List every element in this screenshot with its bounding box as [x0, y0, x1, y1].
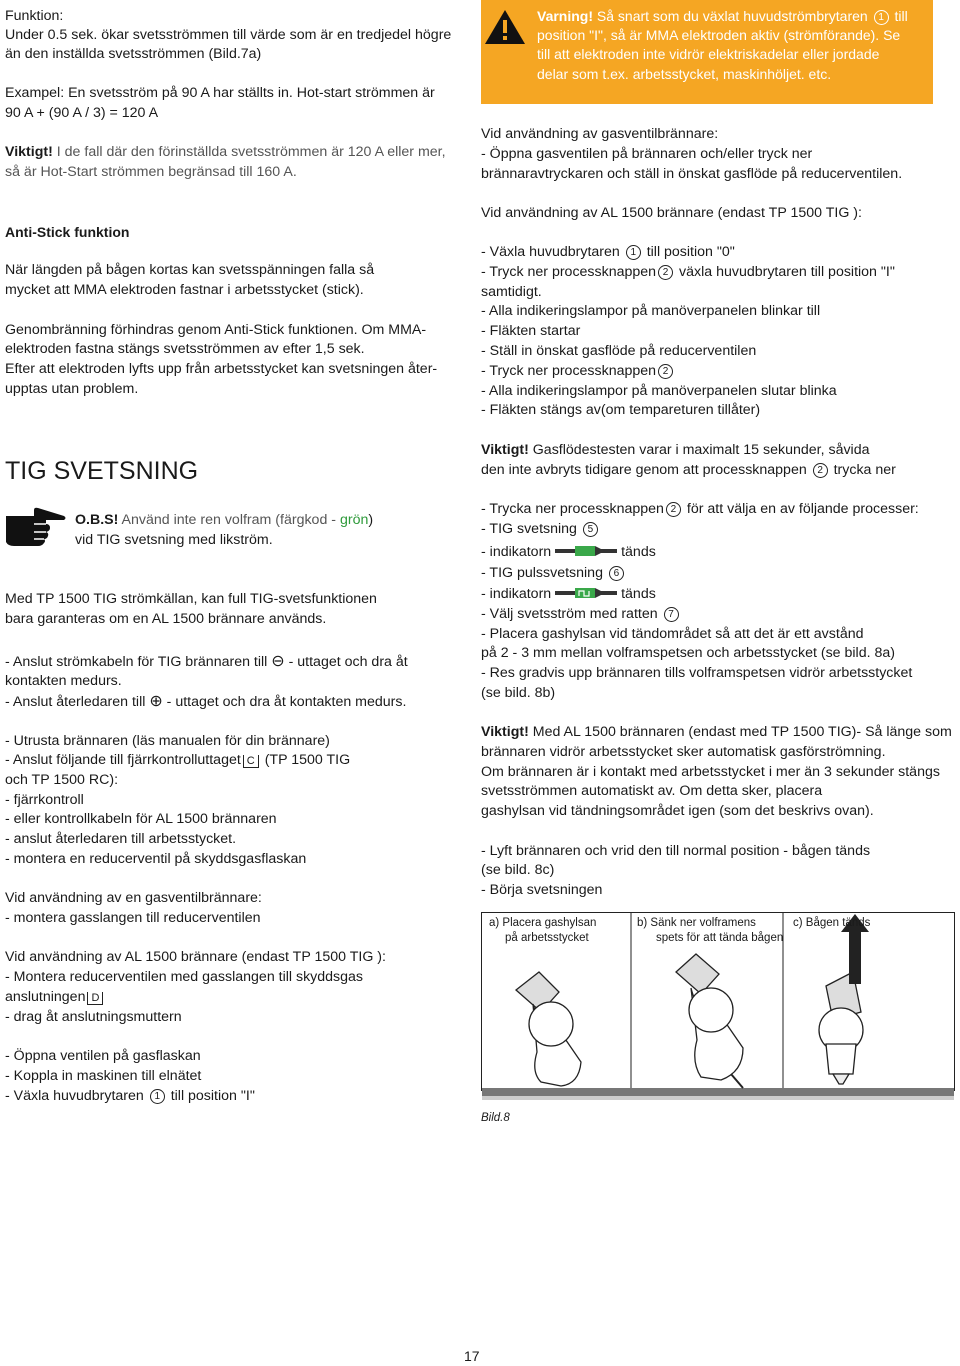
plus-circle-icon: ⊕	[149, 693, 163, 710]
socket-c-icon: C	[243, 755, 259, 768]
circle-1-icon: 1	[626, 245, 641, 260]
figure-8	[481, 912, 955, 1130]
list1-item	[5, 692, 406, 712]
example-text: Exampel: En svetsström på 90 A har ställts in. Hot-start strömmen är	[5, 85, 435, 101]
al-step-text: - Växla huvudbrytaren	[481, 244, 624, 260]
med-line-1: Med TP 1500 TIG strömkällan, kan full TIG-svetsfunktionen	[5, 591, 377, 607]
al-step	[481, 263, 895, 282]
lift-step: (se bild. 8c)	[481, 862, 555, 878]
antistick-p2-l2: elektroden fastna stängs svetsströmmen av efter 1,5 sek.	[5, 341, 365, 357]
proc-step: - Placera gashylsan vid tändområdet så att det är ett avstånd	[481, 626, 864, 642]
gas-line-1: - Öppna gasventilen på brännaren och/eller tryck ner	[481, 146, 813, 162]
proc-text: - Trycka ner processknappen	[481, 501, 664, 517]
proc-text: - TIG pulssvetsning	[481, 565, 607, 581]
figure-a-label: a) Placera gashylsan	[489, 917, 597, 929]
obs-line-2: vid TIG svetsning med likström.	[75, 532, 273, 548]
proc-text: - Välj svetsström med ratten	[481, 606, 662, 622]
obs-text: Använd inte ren volfram (färgkod -	[118, 512, 340, 528]
warning-text: Så snart som du växlat huvudströmbrytaren	[593, 8, 872, 24]
viktigt2-paragraph	[481, 441, 870, 460]
proc-step	[481, 500, 919, 519]
viktigt-text: I de fall där den förinställda svetsströmmen är 120 A eller mer,	[52, 144, 446, 160]
circle-6-icon: 6	[609, 566, 624, 581]
viktigt-paragraph	[5, 143, 446, 162]
al-step-tail: växla huvudbrytaren till position "I"	[675, 264, 895, 280]
figure-a-label-2: på arbetsstycket	[505, 932, 589, 944]
list2-text: - Anslut följande till fjärrkontrolluttaget	[5, 752, 241, 768]
warning-line-2: position "I", så är MMA elektroden aktiv (strömförande). Se	[537, 27, 901, 43]
final-item: - Öppna ventilen på gasflaskan	[5, 1048, 201, 1064]
med-line-2: bara garanteras om en AL 1500 brännare används.	[5, 611, 327, 627]
al-step: - Alla indikeringslampor på manöverpanelen slutar blinka	[481, 383, 837, 399]
tig-pulse-indicator-icon	[555, 587, 617, 599]
obs-close: )	[368, 512, 374, 528]
circle-7-icon: 7	[664, 607, 679, 622]
list1-item: kontakten medurs.	[5, 673, 122, 689]
viktigt3-text: Med AL 1500 brännaren (endast med TP 1500 TIG)- Så länge som	[528, 724, 952, 740]
circle-2-icon: 2	[658, 364, 673, 379]
list2-item: - anslut återledaren till arbetsstycket.	[5, 831, 237, 847]
list1-text-post: - uttaget och dra åt	[284, 654, 408, 670]
funktion-text: Under 0.5 sek. ökar svetsströmmen till värde som är en tredjedel högre	[5, 27, 452, 43]
warning-triangle-icon	[483, 8, 527, 46]
viktigt3-line: svetsströmmen automatiskt av. Om detta sker, placera	[481, 783, 823, 799]
proc-step	[481, 585, 656, 604]
circle-1-icon: 1	[150, 1089, 165, 1104]
al-item: - Montera reducerventilen med gasslangen till skyddsgas	[5, 969, 364, 985]
circle-5-icon: 5	[583, 522, 598, 537]
al-step: samtidigt.	[481, 284, 542, 300]
pointing-hand-icon	[4, 506, 68, 548]
viktigt3-line: brännaren vidrör arbetsstycket sker automatisk gasförströmning.	[481, 744, 886, 760]
list2-item: - montera en reducerventil på skyddsgasflaskan	[5, 851, 307, 867]
viktigt-label: Viktigt!	[5, 144, 53, 160]
antistick-p2-l3: Efter att elektroden lyfts upp från arbetsstycket kan svetsningen åter-	[5, 361, 438, 377]
viktigt3-label: Viktigt!	[481, 724, 529, 740]
viktigt3-paragraph	[481, 723, 952, 742]
figure-caption: Bild.8	[481, 1112, 510, 1124]
gas-valve-intro: Vid användning av en gasventilbrännare:	[5, 890, 262, 906]
proc-text: - indikatorn	[481, 586, 552, 602]
viktigt2-text-2: den inte avbryts tidigare genom att processknappen	[481, 462, 811, 478]
list1-text-post: - uttaget och dra åt kontakten medurs.	[162, 694, 407, 710]
proc-step	[481, 605, 681, 624]
obs-paragraph	[75, 511, 373, 530]
viktigt2-line-2	[481, 461, 896, 480]
proc-step	[481, 543, 656, 562]
list2-text-after: (TP 1500 TIG	[260, 752, 351, 768]
final-tail: till position "I"	[166, 1088, 255, 1104]
proc-step	[481, 520, 600, 539]
antistick-heading: Anti-Stick funktion	[5, 224, 130, 240]
final-item	[5, 1087, 255, 1106]
circle-2-icon: 2	[666, 502, 681, 517]
al-intro: Vid användning av AL 1500 brännare (endast TP 1500 TIG ):	[5, 949, 386, 965]
tig-heading: TIG SVETSNING	[5, 457, 199, 485]
antistick-p2-l1: Genombränning förhindras genom Anti-Stick funktionen. Om MMA-	[5, 322, 427, 338]
figure-c-label: c) Bågen tänds	[793, 917, 871, 929]
proc-step: på 2 - 3 mm mellan volframspetsen och arbetsstycket (se bild. 8a)	[481, 645, 895, 661]
list2-item	[5, 751, 350, 770]
gas-valve-item: - montera gasslangen till reducerventilen	[5, 910, 261, 926]
figure-b-label-2: spets för att tända bågen	[656, 932, 784, 944]
al-step: - Alla indikeringslampor på manöverpanelen blinkar till	[481, 303, 821, 319]
list1-text: - Anslut strömkabeln för TIG brännaren till	[5, 654, 272, 670]
antistick-p2-l4: upptas utan problem.	[5, 381, 139, 397]
gas-intro: Vid användning av gasventilbrännare:	[481, 126, 719, 142]
antistick-p1-l1: När längden på bågen kortas kan svetsspänningen falla så	[5, 262, 375, 278]
warning-box	[481, 0, 933, 104]
proc-text: - indikatorn	[481, 544, 552, 560]
al-text: anslutningen	[5, 989, 86, 1005]
list2-item: - fjärrkontroll	[5, 792, 84, 808]
warning-line-1	[537, 7, 908, 26]
al-item: - drag åt anslutningsmuttern	[5, 1009, 182, 1025]
al-step: - Ställ in önskat gasflöde på reducerventilen	[481, 343, 757, 359]
final-item: - Koppla in maskinen till elnätet	[5, 1068, 202, 1084]
figure-b-label: b) Sänk ner volframens	[637, 917, 756, 929]
minus-circle-icon: ⊖	[271, 653, 285, 670]
al-step-text: - Tryck ner processknappen	[481, 264, 657, 280]
viktigt2-tail: trycka ner	[829, 462, 896, 478]
gas-line-2: brännaravtryckaren och ställ in önskat gasflöde på reducerventilen.	[481, 166, 903, 182]
viktigt2-text: Gasflödestesten varar i maximalt 15 sekunder, såvida	[528, 442, 870, 458]
al-intro-right: Vid användning av AL 1500 brännare (endast TP 1500 TIG ):	[481, 205, 862, 221]
warning-label: Varning!	[537, 8, 594, 24]
list1-item	[5, 652, 408, 672]
viktigt-text-2: så är Hot-Start strömmen begränsad till 160 A.	[5, 164, 297, 180]
tig-indicator-icon	[555, 545, 617, 557]
circle-1-icon: 1	[874, 10, 889, 25]
proc-tail: tänds	[621, 544, 656, 560]
warning-line-4: delar som t.ex. arbetsstycket, maskinhöljet. etc.	[537, 66, 832, 82]
proc-step	[481, 564, 626, 583]
viktigt2-label: Viktigt!	[481, 442, 529, 458]
proc-tail: för att välja en av följande processer:	[682, 501, 919, 517]
viktigt3-line: gashylsan vid tändningsområdet igen (som det beskrivs ovan).	[481, 803, 874, 819]
antistick-p1-l2: mycket att MMA elektroden fastnar i arbetsstycket (stick).	[5, 282, 364, 298]
al-step	[481, 362, 675, 381]
al-step: - Fläkten startar	[481, 323, 581, 339]
proc-step: - Res gradvis upp brännaren tills volframspetsen vidrör arbetsstycket	[481, 665, 913, 681]
al-step	[481, 243, 735, 262]
page-number: 17	[464, 1348, 480, 1364]
socket-d-icon: D	[87, 992, 103, 1005]
al-step-text: - Tryck ner processknappen	[481, 363, 657, 379]
list2-item: - eller kontrollkabeln för AL 1500 brännaren	[5, 811, 277, 827]
example-text-2: 90 A + (90 A / 3) = 120 A	[5, 105, 159, 121]
circle-2-icon: 2	[813, 463, 828, 478]
lift-step: - Lyft brännaren och vrid den till normal position - bågen tänds	[481, 843, 871, 859]
proc-tail: tänds	[621, 586, 656, 602]
funktion-text-2: än den inställda svetsströmmen (Bild.7a)	[5, 46, 262, 62]
warning-tail: till	[890, 8, 908, 24]
circle-2-icon: 2	[658, 265, 673, 280]
list1-text: - Anslut återledaren till	[5, 694, 150, 710]
lift-step: - Börja svetsningen	[481, 882, 603, 898]
al-step-tail: till position "0"	[642, 244, 735, 260]
al-step: - Fläkten stängs av(om tempareturen tillåter)	[481, 402, 761, 418]
proc-text: - TIG svetsning	[481, 521, 581, 537]
obs-label: O.B.S!	[75, 512, 119, 528]
list2-item: och TP 1500 RC):	[5, 772, 119, 788]
obs-green-text: grön	[339, 512, 369, 528]
warning-line-3: till att elektroden inte vidrör elektriskadelar eller jordade	[537, 46, 880, 62]
proc-step: (se bild. 8b)	[481, 685, 556, 701]
viktigt3-line: Om brännaren är i kontakt med arbetsstycket i mer än 3 sekunder stängs	[481, 764, 940, 780]
al-item	[5, 988, 105, 1007]
list2-item: - Utrusta brännaren (läs manualen för din brännare)	[5, 733, 330, 749]
final-text: - Växla huvudbrytaren	[5, 1088, 148, 1104]
funktion-label: Funktion:	[5, 8, 64, 24]
